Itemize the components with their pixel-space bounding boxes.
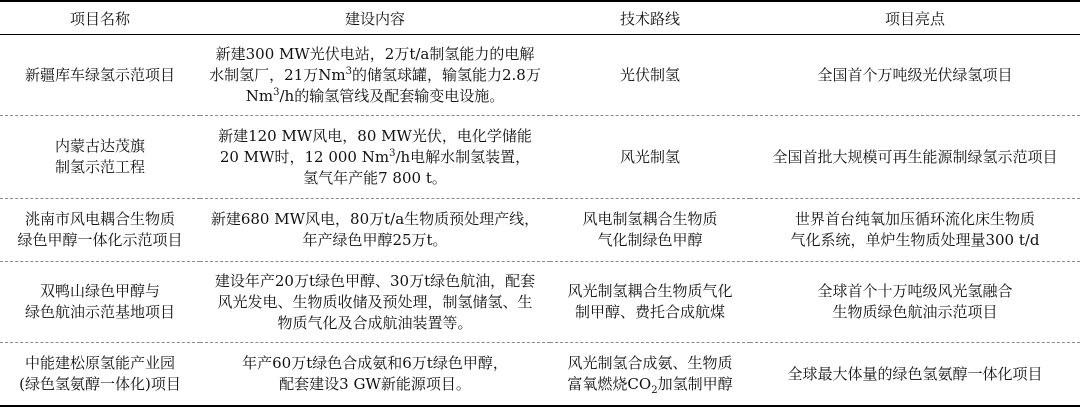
cell-technical-route <box>550 262 750 343</box>
cell-construction-content <box>200 199 550 262</box>
highlight-text: 全球首个十万吨级风光氢融合 生物质绿色航油示范项目 <box>817 282 1013 321</box>
cell-project-name <box>0 262 200 343</box>
cell-technical-route <box>550 199 750 262</box>
highlight-text: 世界首台纯氧加压循环流化床生物质 气化系统，单炉生物质处理量300 t/d <box>790 210 1040 249</box>
content-text: 水制氢厂，21万Nm <box>209 65 346 84</box>
cell-project-highlight <box>750 199 1080 262</box>
route-line: 风光制氢合成氨、生物质 <box>567 354 733 372</box>
route-text: 加氢制甲醇 <box>657 375 733 393</box>
content-text: Nm <box>245 86 274 105</box>
cell-project-highlight <box>750 343 1080 407</box>
table-row <box>0 262 1080 343</box>
table-row <box>0 35 1080 116</box>
content-text: 新建680 MW风电，80万t/a生物质预处理产线， 年产绿色甲醇25万t。 <box>210 210 540 249</box>
cell-construction-content <box>200 343 550 407</box>
cell-construction-content <box>200 262 550 343</box>
subscript: 2 <box>651 385 658 396</box>
cell-project-name <box>0 116 200 199</box>
cell-project-name <box>0 199 200 262</box>
content-text: 氢气年产能7 800 t。 <box>303 168 447 187</box>
cell-construction-content <box>200 116 550 199</box>
project-name-text: 内蒙古达茂旗 制氢示范工程 <box>54 137 145 176</box>
highlight-text: 全球最大体量的绿色氢氨醇一体化项目 <box>787 364 1043 383</box>
highlight-text: 全国首批大规模可再生能源制绿氢示范项目 <box>772 147 1058 166</box>
cell-project-highlight <box>750 35 1080 116</box>
table-row <box>0 116 1080 199</box>
header-technical-route: 技术路线 <box>550 1 750 35</box>
route-text: 风电制氢耦合生物质 气化制绿色甲醇 <box>582 210 718 249</box>
cell-technical-route <box>550 35 750 116</box>
content-line: 新建300 MW光伏电站，2万t/a制氢能力的电解 <box>215 44 535 63</box>
highlight-text: 全国首个万吨级光伏绿氢项目 <box>817 65 1013 84</box>
superscript: 3 <box>273 86 280 98</box>
table-header-row <box>0 1 1080 35</box>
route-text: 风光制氢耦合生物质气化 制甲醇、费托合成航煤 <box>567 282 733 321</box>
superscript: 3 <box>345 65 352 77</box>
content-text: 建设年产20万t绿色甲醇、30万t绿色航油，配套 风光发电、生物质收储及预处理，制氢储氢、生 物质气化及合成航油装置等。 <box>214 271 536 332</box>
route-text: 富氧燃烧CO <box>567 375 652 393</box>
content-line: 新建120 MW风电，80 MW光伏，电化学储能 <box>218 126 532 145</box>
cell-project-highlight <box>750 116 1080 199</box>
cell-project-name <box>0 343 200 407</box>
content-text: 的储氢球罐，输氢能力2.8万 <box>351 65 541 84</box>
header-project-highlight: 项目亮点 <box>750 1 1080 35</box>
project-name-text: 洮南市风电耦合生物质 绿色甲醇一体化示范项目 <box>17 210 183 249</box>
cell-construction-content <box>200 35 550 116</box>
route-text: 风光制氢 <box>619 147 680 166</box>
content-text: /h电解水制氢装置， <box>395 147 531 166</box>
header-project-name: 项目名称 <box>0 1 200 35</box>
table-row <box>0 199 1080 262</box>
content-text: /h的输氢管线及配套输变电设施。 <box>279 86 505 105</box>
cell-technical-route <box>550 343 750 407</box>
content-text: 20 MW时，12 000 Nm <box>219 147 390 166</box>
superscript: 3 <box>389 147 396 159</box>
cell-technical-route <box>550 116 750 199</box>
header-construction-content: 建设内容 <box>200 1 550 35</box>
project-name-text: 双鸭山绿色甲醇与 绿色航油示范基地项目 <box>24 282 175 321</box>
project-name-text: 新疆库车绿氢示范项目 <box>24 65 175 84</box>
cell-project-highlight <box>750 262 1080 343</box>
cell-project-name <box>0 35 200 116</box>
content-text: 年产60万t绿色合成氨和6万t绿色甲醇， 配套建设3 GW新能源项目。 <box>242 354 508 393</box>
project-name-text: 中能建松原氢能产业园 (绿色氢氨醇一体化)项目 <box>19 354 181 393</box>
route-text: 光伏制氢 <box>619 65 680 84</box>
table-row <box>0 343 1080 407</box>
